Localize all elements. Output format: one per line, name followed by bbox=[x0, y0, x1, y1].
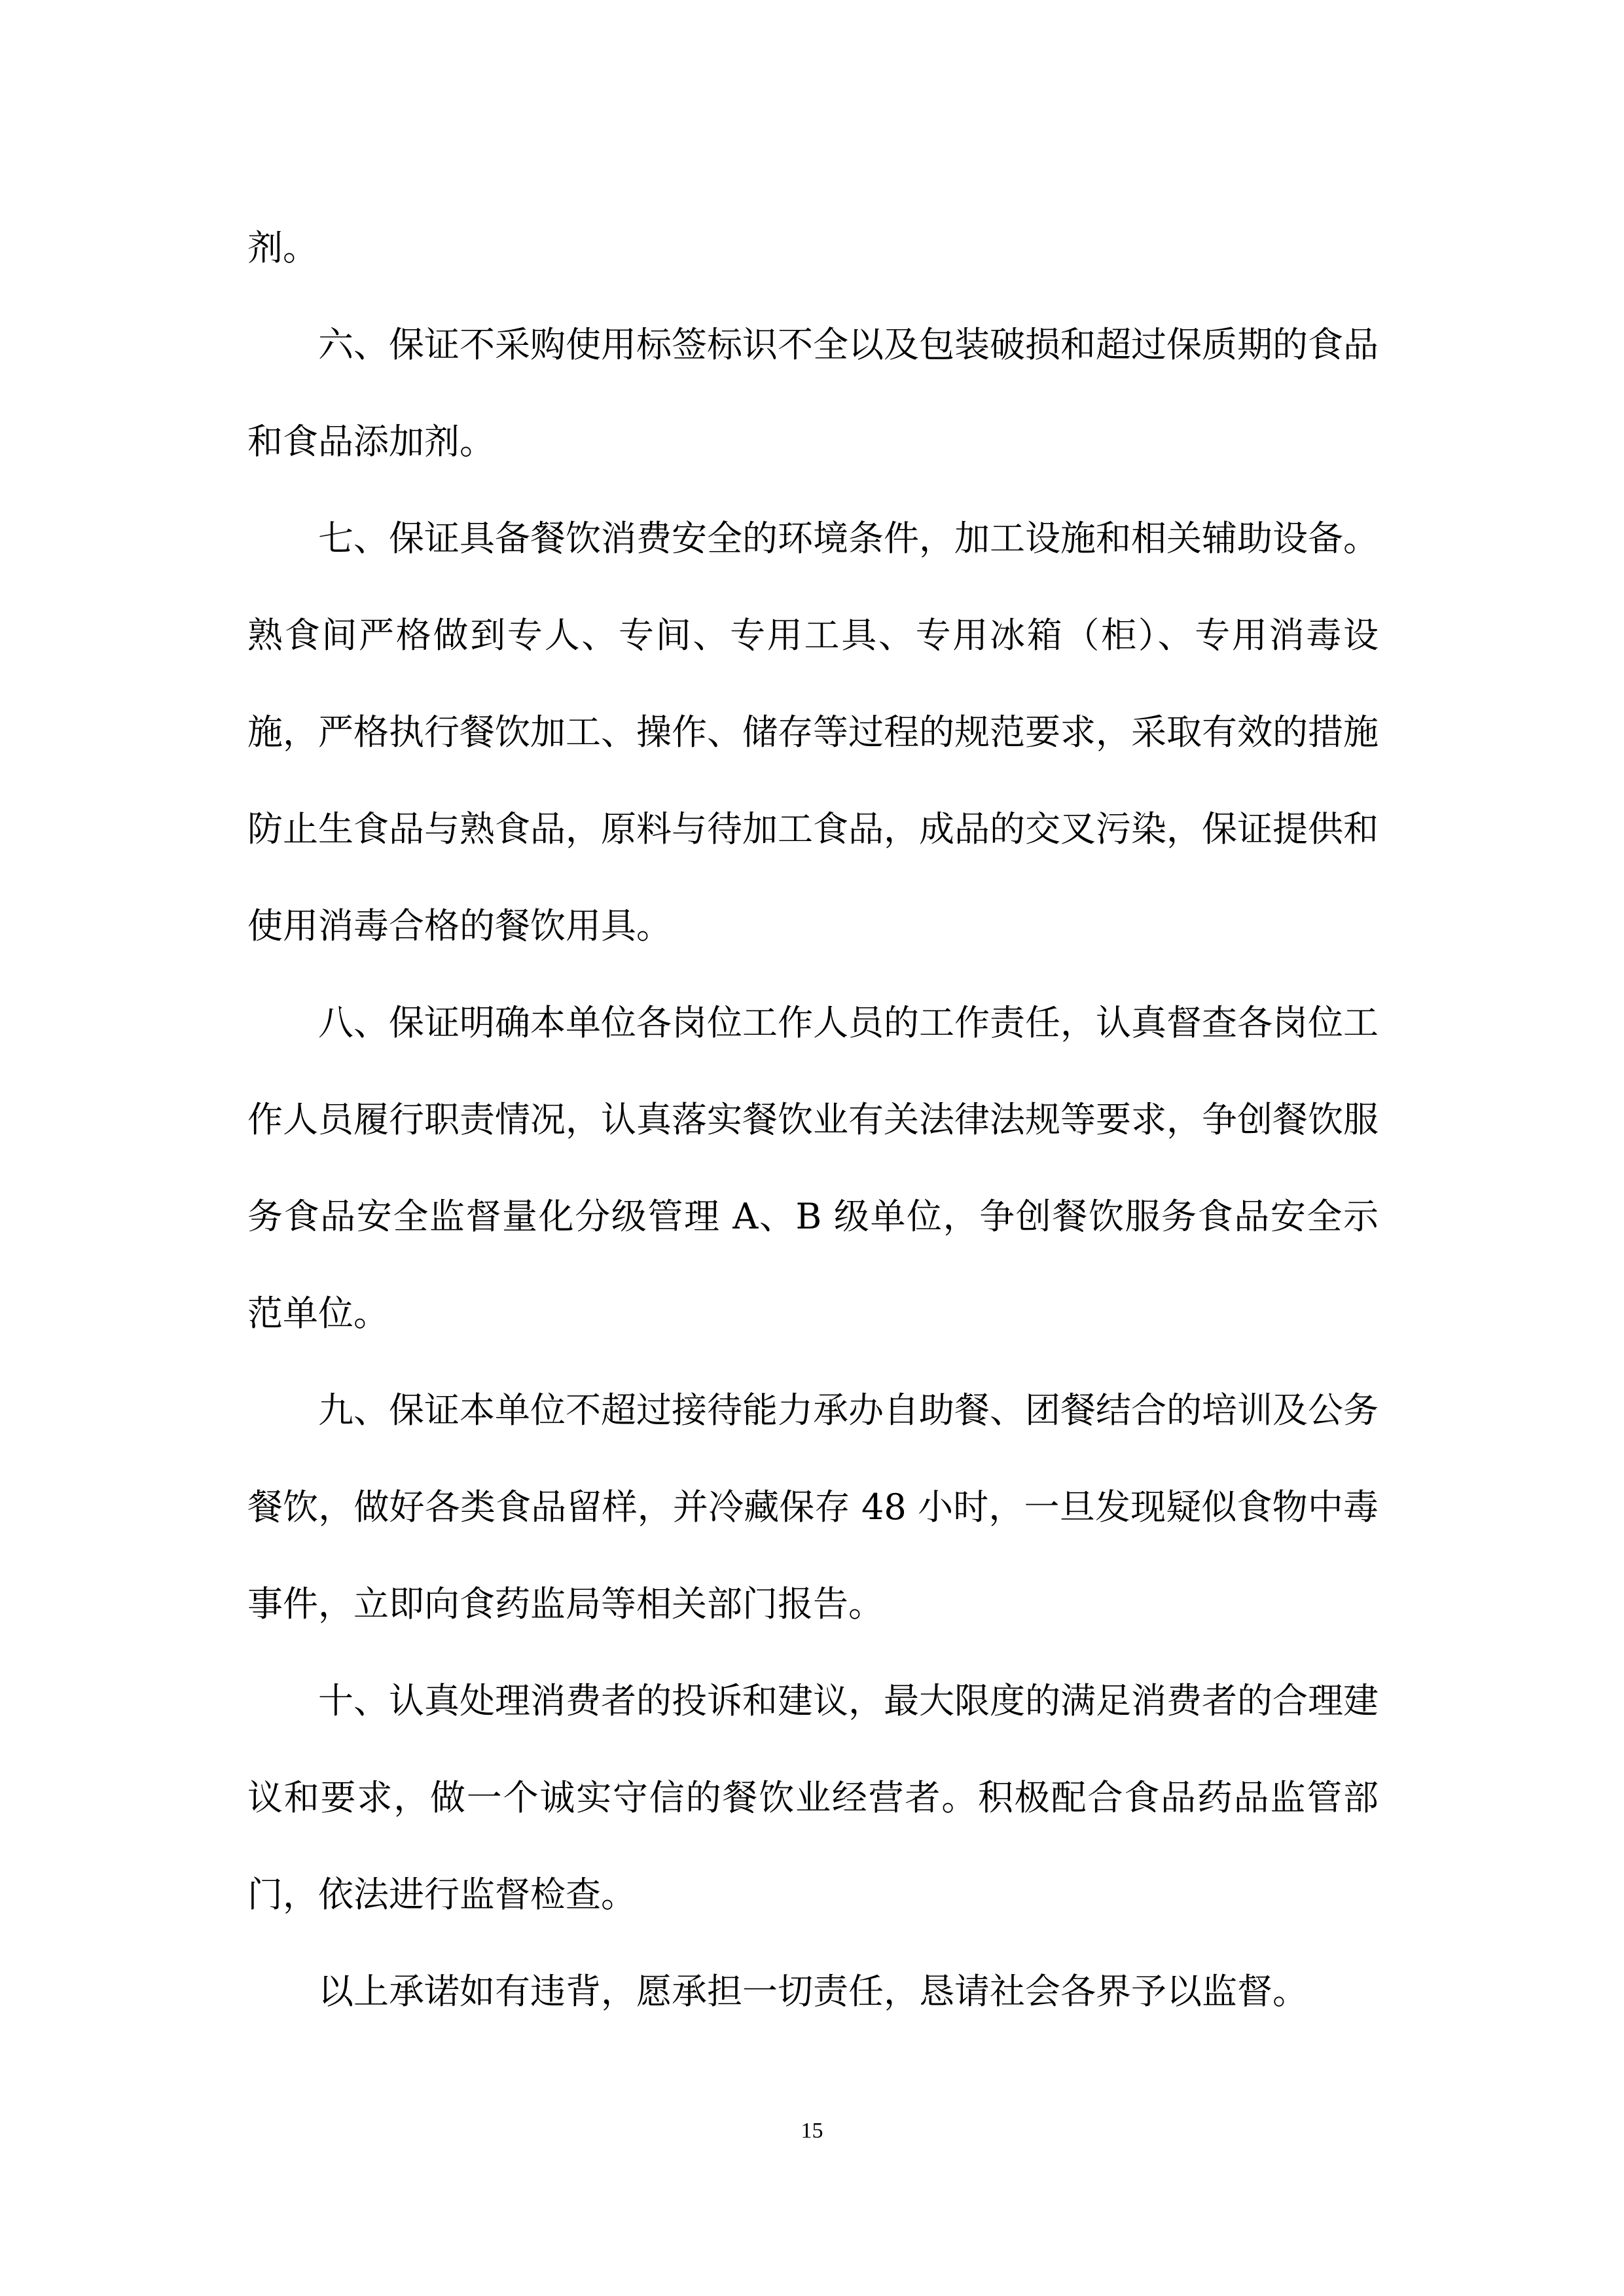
paragraph-continuation: 剂。 bbox=[247, 227, 318, 268]
paragraph-closing: 以上承诺如有违背，愿承担一切责任，恳请社会各界予以监督。 bbox=[318, 1971, 1308, 2012]
paragraph-item-10: 十、认真处理消费者的投诉和建议，最大限度的满足消费者的合理建议和要求，做一个诚实守信的餐饮业经营者。积极配合食品药品监管部门，依法进行监督检查。 bbox=[247, 1680, 1379, 1915]
paragraph-item-7: 七、保证具备餐饮消费安全的环境条件，加工设施和相关辅助设备。熟食间严格做到专人、专间、专用工具、专用冰箱（柜）、专用消毒设施，严格执行餐饮加工、操作、储存等过程的规范要求，采取有效的措施防止生食品与熟食品，原料与待加工食品，成品的交叉污染，保证提供和使用消毒合格的餐饮用具。 bbox=[247, 518, 1379, 946]
page-number: 15 bbox=[801, 2119, 823, 2143]
paragraph-item-9: 九、保证本单位不超过接待能力承办自助餐、团餐结合的培训及公务餐饮，做好各类食品留样，并冷藏保存 48 小时，一旦发现疑似食物中毒事件，立即向食药监局等相关部门报告。 bbox=[247, 1390, 1379, 1624]
document-body bbox=[247, 200, 1379, 2040]
paragraph-item-6: 六、保证不采购使用标签标识不全以及包装破损和超过保质期的食品和食品添加剂。 bbox=[247, 324, 1379, 462]
paragraph-item-8: 八、保证明确本单位各岗位工作人员的工作责任，认真督查各岗位工作人员履行职责情况，认真落实餐饮业有关法律法规等要求，争创餐饮服务食品安全监督量化分级管理 A、B 级单位，争创餐饮服务食品安全示范单位。 bbox=[247, 1002, 1379, 1334]
